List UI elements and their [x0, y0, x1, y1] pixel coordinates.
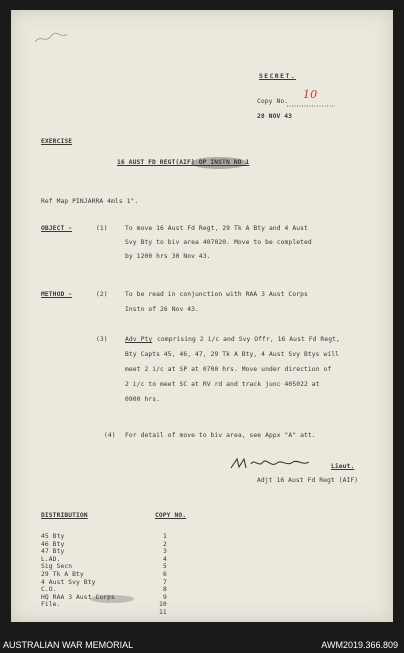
- para3-line: meet 2 i/c at SP at 0700 hrs. Move under direction of: [125, 366, 332, 373]
- distribution-unit: 47 Bty: [41, 548, 65, 556]
- exercise-label: EXERCISE: [41, 138, 73, 145]
- distribution-unit: Sig Secn: [41, 563, 73, 571]
- distribution-copy-number: 7: [163, 578, 167, 586]
- distribution-unit: 46 Bty: [41, 540, 65, 548]
- method-number: (2): [96, 291, 108, 298]
- distribution-copy-number: 5: [163, 563, 167, 571]
- para3-line: 0900 hrs.: [125, 396, 161, 403]
- distribution-unit: C.O.: [41, 586, 57, 594]
- pencil-scribble: [33, 30, 73, 46]
- distribution-heading: DISTRIBUTION: [41, 512, 88, 519]
- distribution-unit: HQ RAA 3 Aust Corps: [41, 593, 115, 601]
- footer-accession: AWM2019.366.809: [321, 640, 398, 650]
- object-line: by 1200 hrs 30 Nov 43.: [125, 253, 211, 260]
- copy-label: Copy No.: [257, 98, 289, 105]
- distribution-unit: 29 Tk A Bty: [41, 571, 84, 578]
- object-line: Svy Bty to biv area 407020. Move to be completed: [125, 239, 312, 246]
- distribution-smudge: [89, 593, 135, 605]
- reference-map: Ref Map PINJARRA 4mls 1".: [41, 198, 139, 205]
- distribution-copy-number: 1: [163, 533, 167, 540]
- distribution-unit: 4 Aust Svy Bty: [41, 578, 96, 586]
- distribution-copy-number: 11: [159, 609, 167, 616]
- document-page: [11, 10, 393, 622]
- copy-number-heading: COPY NO.: [155, 512, 187, 519]
- footer-institution: AUSTRALIAN WAR MEMORIAL: [3, 640, 134, 650]
- method-line: To be read in conjunction with RAA 3 Aust Corps: [125, 291, 308, 298]
- distribution-copy-number: 9: [163, 593, 167, 601]
- object-line: To move 16 Aust Fd Regt, 29 Tk A Bty and 4 Aust: [125, 225, 308, 232]
- distribution-copy-number: 4: [163, 555, 167, 563]
- distribution-unit: File.: [41, 601, 61, 609]
- document-title: 16 AUST FD REGT(AIF) OP INSTN NO 1: [117, 159, 250, 166]
- signature-rank: Lieut.: [331, 463, 355, 470]
- handwritten-signature: [229, 456, 311, 472]
- signature-appointment: Adjt 16 Aust Fd Regt (AIF): [257, 477, 359, 484]
- classification-label: SECRET.: [259, 73, 297, 80]
- distribution-copy-number: 6: [163, 571, 167, 578]
- method-line: Instn of 26 Nov 43.: [125, 306, 199, 313]
- distribution-copy-number: 8: [163, 586, 167, 594]
- title-stamp-smudge: [189, 153, 249, 173]
- para3-line: comprising 2 i/c and Svy Offr, 16 Aust Fd Regt,: [157, 336, 340, 343]
- distribution-unit: L.AD.: [41, 555, 61, 563]
- distribution-unit: 45 Bty: [41, 533, 65, 540]
- para3-lead: Adv Pty: [125, 336, 153, 343]
- object-heading: OBJECT -: [41, 225, 73, 232]
- document-date: 28 NOV 43: [257, 113, 293, 120]
- para4-text: For detail of move to biv area, see Appx "A" att.: [125, 432, 316, 439]
- para3-number: (3): [96, 336, 108, 343]
- distribution-copy-number: 3: [163, 548, 167, 556]
- para3-line: 2 i/c to meet SC at RV rd and track junc 405022 at: [125, 381, 320, 388]
- copy-number-dotted-line: [287, 105, 337, 107]
- method-heading: METHOD -: [41, 291, 73, 298]
- copy-number-handwritten: 10: [303, 88, 318, 101]
- object-number: (1): [96, 225, 108, 232]
- archive-footer: [0, 632, 404, 653]
- para3-line: Bty Capts 45, 46, 47, 29 Tk A Bty, 4 Aust Svy Btys will: [125, 351, 340, 358]
- distribution-copy-number: 10: [159, 601, 167, 609]
- para4-number: (4): [104, 432, 116, 439]
- distribution-copy-number: 2: [163, 540, 167, 548]
